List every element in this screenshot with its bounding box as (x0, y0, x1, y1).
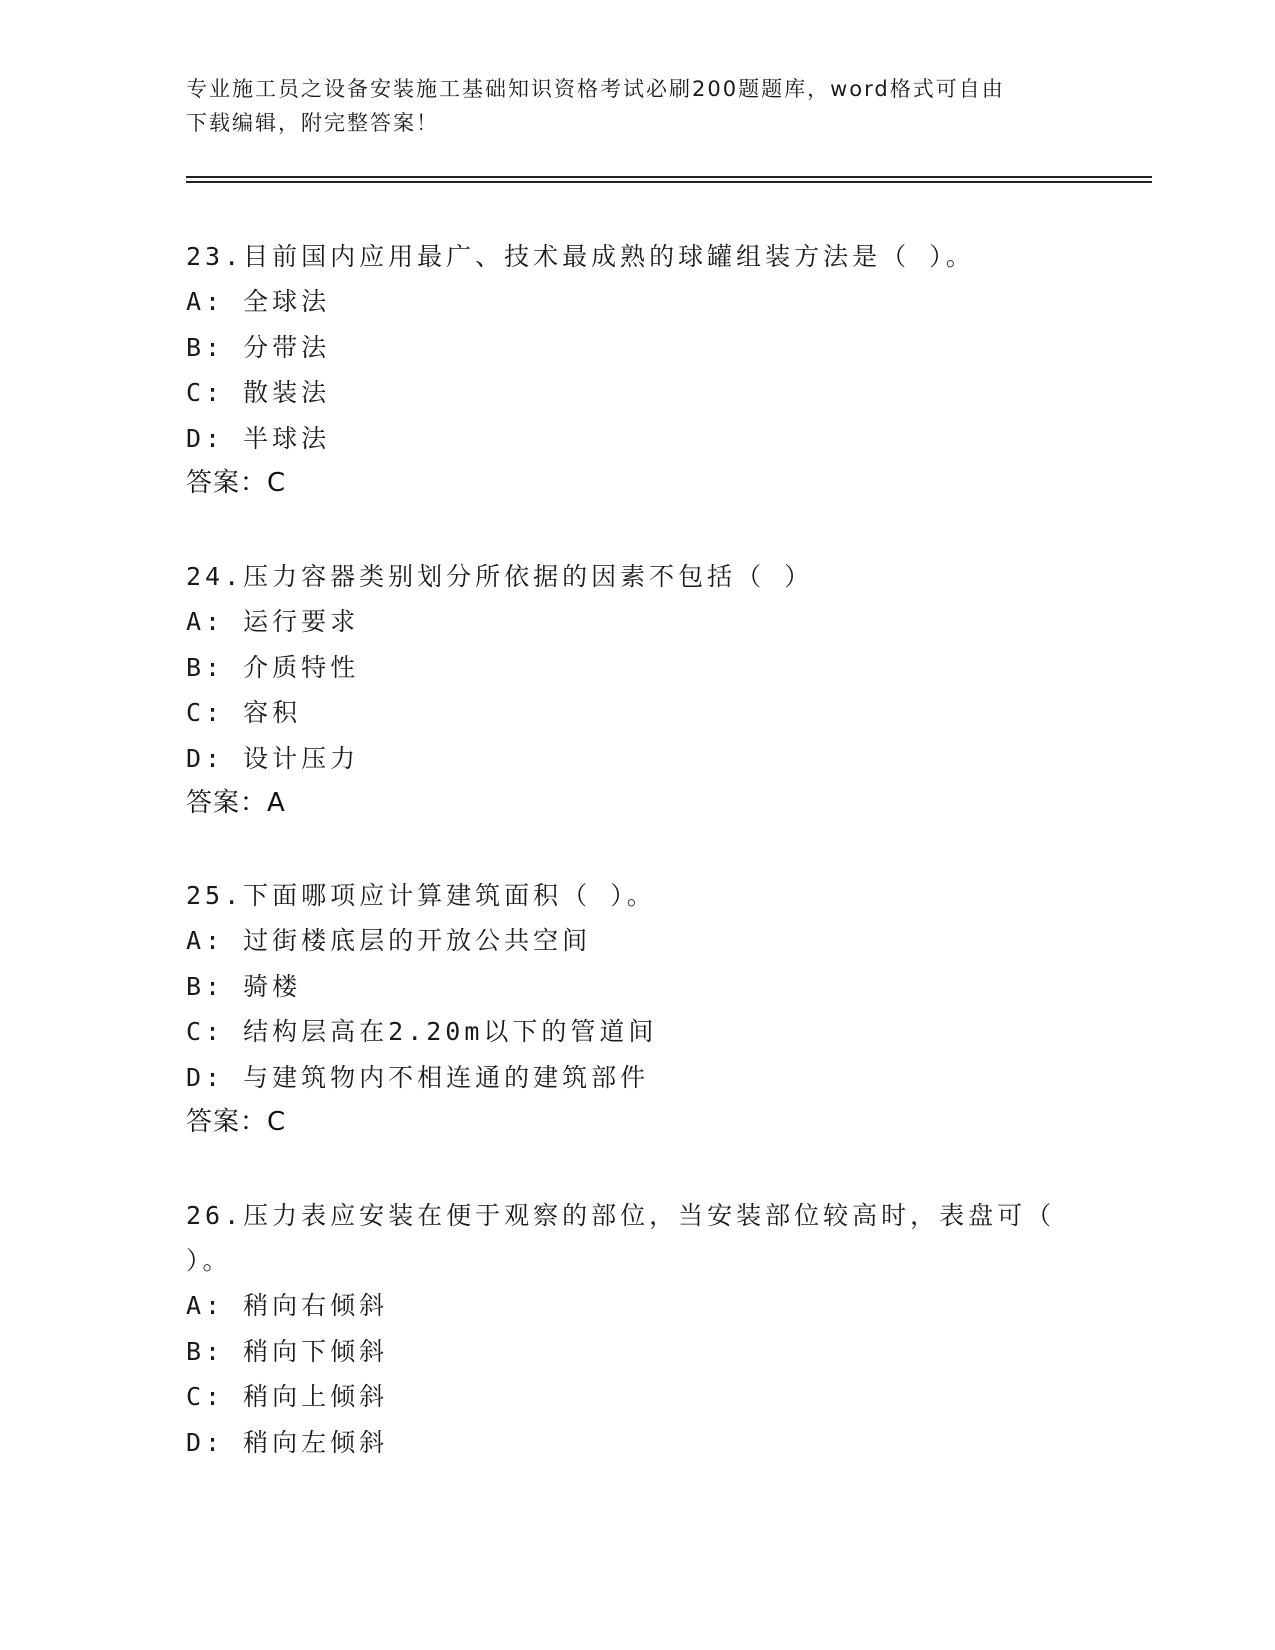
question-25 (186, 873, 1086, 1145)
answer: 答案：C (186, 1107, 287, 1137)
option-a: A: 过街楼底层的开放公共空间 (186, 926, 592, 955)
question-23 (186, 234, 1086, 506)
option-d: D: 设计压力 (186, 743, 360, 773)
question-stem: 25.下面哪项应计算建筑面积（ ）。 (186, 881, 656, 910)
option-d: D: 与建筑物内不相连通的建筑部件 (186, 1062, 650, 1092)
question-24 (186, 554, 1086, 826)
question-26 (186, 1193, 1086, 1465)
option-c: C: 散装法 (186, 378, 331, 407)
option-b: B: 介质特性 (186, 652, 360, 682)
header-divider-top (186, 176, 1152, 178)
option-b: B: 稍向下倾斜 (186, 1336, 389, 1366)
header-line-1: 专业施工员之设备安装施工基础知识资格考试必刷200题题库，word格式可自由 (186, 77, 1005, 101)
question-stem: 24.压力容器类别划分所依据的因素不包括（ ） (186, 562, 814, 591)
option-a: A: 全球法 (186, 287, 331, 316)
option-b: B: 分带法 (186, 332, 331, 362)
option-d: D: 半球法 (186, 423, 331, 453)
header-line-2: 下载编辑，附完整答案！ (186, 111, 439, 135)
option-d: D: 稍向左倾斜 (186, 1427, 389, 1457)
option-c: C: 结构层高在2.20m以下的管道间 (186, 1017, 658, 1046)
option-a: A: 稍向右倾斜 (186, 1291, 389, 1320)
question-stem: 23.目前国内应用最广、技术最成熟的球罐组装方法是（ ）。 (186, 242, 975, 271)
answer: 答案：A (186, 788, 286, 818)
option-c: C: 稍向上倾斜 (186, 1382, 389, 1411)
question-stem-line-1: 26.压力表应安装在便于观察的部位，当安装部位较高时，表盘可（ (186, 1201, 1056, 1230)
header-divider-bottom (186, 181, 1152, 183)
question-stem-line-2: ）。 (186, 1246, 232, 1275)
option-a: A: 运行要求 (186, 607, 360, 636)
option-c: C: 容积 (186, 698, 302, 727)
answer: 答案：C (186, 468, 287, 498)
option-b: B: 骑楼 (186, 971, 302, 1001)
document-header (186, 72, 1076, 140)
